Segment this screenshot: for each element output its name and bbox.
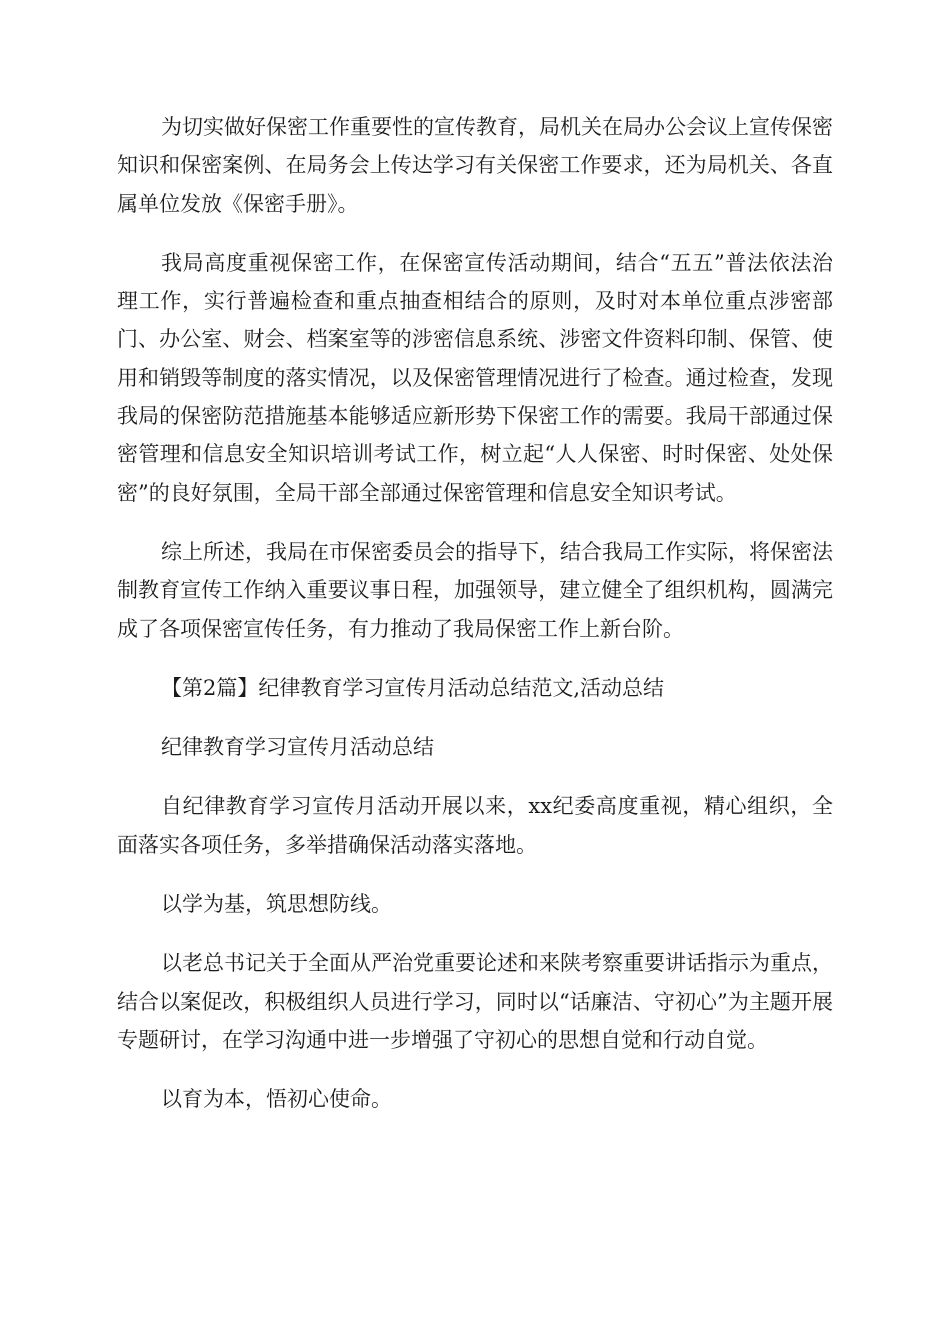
article-heading: 【第2篇】纪律教育学习宣传月活动总结范文,活动总结	[161, 675, 665, 700]
paragraph-summary: 综上所述，我局在市保密委员会的指导下，结合我局工作实际，将保密法制教育宣传工作纳入重要议事日程，加强领导，建立健全了组织机构，圆满完成了各项保密宣传任务，有力推动了我局保密工作上新台阶。	[117, 539, 833, 641]
paragraph-study: 以老总书记关于全面从严治党重要论述和来陕考察重要讲话指示为重点，结合以案促改，积极组织人员进行学习，同时以“话廉洁、守初心”为主题开展专题研讨，在学习沟通中进一步增强了守初心的思想自觉和行动自觉。	[117, 951, 833, 1052]
article-subtitle: 纪律教育学习宣传月活动总结	[161, 735, 434, 760]
paragraph-publicity-education: 为切实做好保密工作重要性的宣传教育，局机关在局办公会议上宣传保密知识和保密案例、在局务会上传达学习有关保密工作要求，还为局机关、各直属单位发放《保密手册》。	[117, 115, 833, 216]
document-body	[117, 108, 833, 1140]
paragraph-inspection: 我局高度重视保密工作，在保密宣传活动期间，结合“五五”普法依法治理工作，实行普遍检查和重点抽查相结合的原则，及时对本单位重点涉密部门、办公室、财会、档案室等的涉密信息系统、涉密文件资料印制、保管、使用和销毁等制度的落实情况，以及保密管理情况进行了检查。通过检查，发现我局的保密防范措施基本能够适应新形势下保密工作的需要。我局干部通过保密管理和信息安全知识培训考试工作，树立起“人人保密、时时保密、处处保密”的良好氛围，全局干部全部通过保密管理和信息安全知识考试。	[117, 250, 833, 505]
paragraph-activity-intro: 自纪律教育学习宣传月活动开展以来，xx纪委高度重视，精心组织，全面落实各项任务，多举措确保活动落实落地。	[117, 794, 833, 857]
section-heading-study: 以学为基，筑思想防线。	[161, 892, 392, 917]
section-heading-education: 以育为本，悟初心使命。	[161, 1087, 392, 1112]
